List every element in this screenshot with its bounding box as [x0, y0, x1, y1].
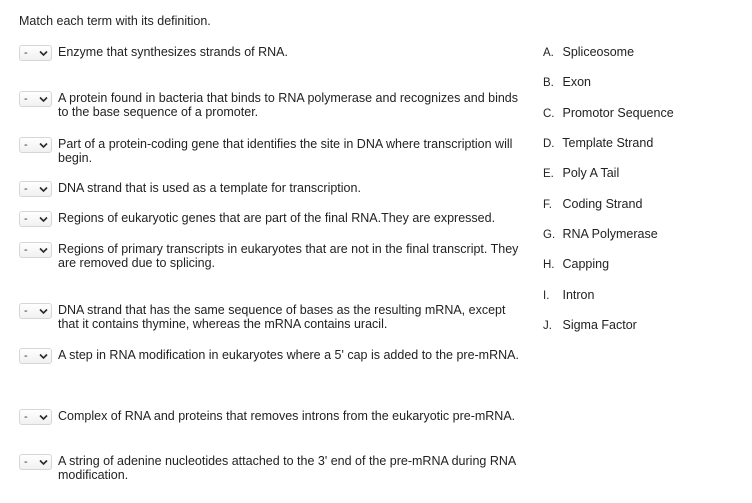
answer-letter: F.: [543, 199, 552, 211]
answer-select[interactable]: [19, 454, 52, 470]
definition-text: A step in RNA modification in eukaryotes where a 5' cap is added to the pre-mRNA.: [58, 348, 519, 362]
answer-letter: D.: [543, 138, 555, 150]
select-value: -: [24, 411, 28, 423]
chevron-down-icon: [39, 96, 48, 103]
definition-text: Regions of primary transcripts in eukaryotes that are not in the final transcript. They are removed due to splicing.: [58, 242, 519, 270]
answer-select[interactable]: [19, 137, 52, 153]
answer-letter: H.: [543, 259, 555, 271]
chevron-down-icon: [39, 50, 48, 57]
definition-text: DNA strand that is used as a template for transcription.: [58, 181, 361, 195]
answer-select[interactable]: [19, 348, 52, 364]
answer-term: Promotor Sequence: [562, 106, 674, 120]
answer-letter: I.: [543, 290, 550, 302]
select-value: -: [24, 93, 28, 105]
definition-text: Complex of RNA and proteins that removes introns from the eukaryotic pre-mRNA.: [58, 409, 516, 423]
chevron-down-icon: [39, 414, 48, 421]
definition-text: Part of a protein-coding gene that identifies the site in DNA where transcription will begin.: [58, 137, 513, 165]
instructions: Match each term with its definition.: [19, 14, 211, 28]
chevron-down-icon: [39, 308, 48, 315]
answer-letter: C.: [543, 108, 555, 120]
answer-term: Intron: [562, 288, 595, 302]
answer-select[interactable]: [19, 409, 52, 425]
select-value: -: [24, 244, 28, 256]
chevron-down-icon: [39, 353, 48, 360]
select-value: -: [24, 350, 28, 362]
answer-item: [543, 166, 619, 181]
answer-select[interactable]: [19, 303, 52, 319]
chevron-down-icon: [39, 142, 48, 149]
answer-item: [543, 227, 658, 242]
answer-term: Template Strand: [562, 136, 654, 150]
definition-text: DNA strand that has the same sequence of bases as the resulting mRNA, except that it contains thymine, whereas the mRNA contains uracil.: [58, 303, 506, 331]
select-value: -: [24, 305, 28, 317]
select-value: -: [24, 456, 28, 468]
answer-select[interactable]: [19, 181, 52, 197]
answer-select[interactable]: [19, 211, 52, 227]
answer-term: Coding Strand: [562, 197, 643, 211]
select-value: -: [24, 47, 28, 59]
answer-item: [543, 106, 674, 121]
answer-item: [543, 197, 642, 212]
answer-letter: G.: [543, 229, 556, 241]
definition-text: Enzyme that synthesizes strands of RNA.: [58, 45, 288, 59]
chevron-down-icon: [39, 186, 48, 193]
answer-item: [543, 136, 653, 151]
answer-select[interactable]: [19, 242, 52, 258]
answer-term: Exon: [562, 75, 591, 89]
answer-term: RNA Polymerase: [562, 227, 658, 241]
select-value: -: [24, 213, 28, 225]
answer-letter: E.: [543, 168, 554, 180]
answer-term: Capping: [562, 257, 610, 271]
answer-item: [543, 288, 594, 303]
answer-letter: B.: [543, 77, 554, 89]
definition-text: Regions of eukaryotic genes that are part of the final RNA.They are expressed.: [58, 211, 496, 225]
answer-select[interactable]: [19, 45, 52, 61]
answer-letter: J.: [543, 320, 552, 332]
chevron-down-icon: [39, 459, 48, 466]
answer-term: Sigma Factor: [562, 318, 637, 332]
select-value: -: [24, 183, 28, 195]
answer-item: [543, 257, 609, 272]
answer-letter: A.: [543, 47, 554, 59]
definition-text: A string of adenine nucleotides attached to the 3' end of the pre-mRNA during RNA modification.: [58, 454, 516, 482]
chevron-down-icon: [39, 216, 48, 223]
answer-term: Spliceosome: [562, 45, 635, 59]
answer-item: [543, 45, 634, 60]
answer-item: [543, 318, 637, 333]
chevron-down-icon: [39, 247, 48, 254]
select-value: -: [24, 139, 28, 151]
answer-term: Poly A Tail: [562, 166, 620, 180]
definition-text: A protein found in bacteria that binds to RNA polymerase and recognizes and binds to the base sequence of a promoter.: [58, 91, 519, 119]
answer-select[interactable]: [19, 91, 52, 107]
answer-item: [543, 75, 591, 90]
